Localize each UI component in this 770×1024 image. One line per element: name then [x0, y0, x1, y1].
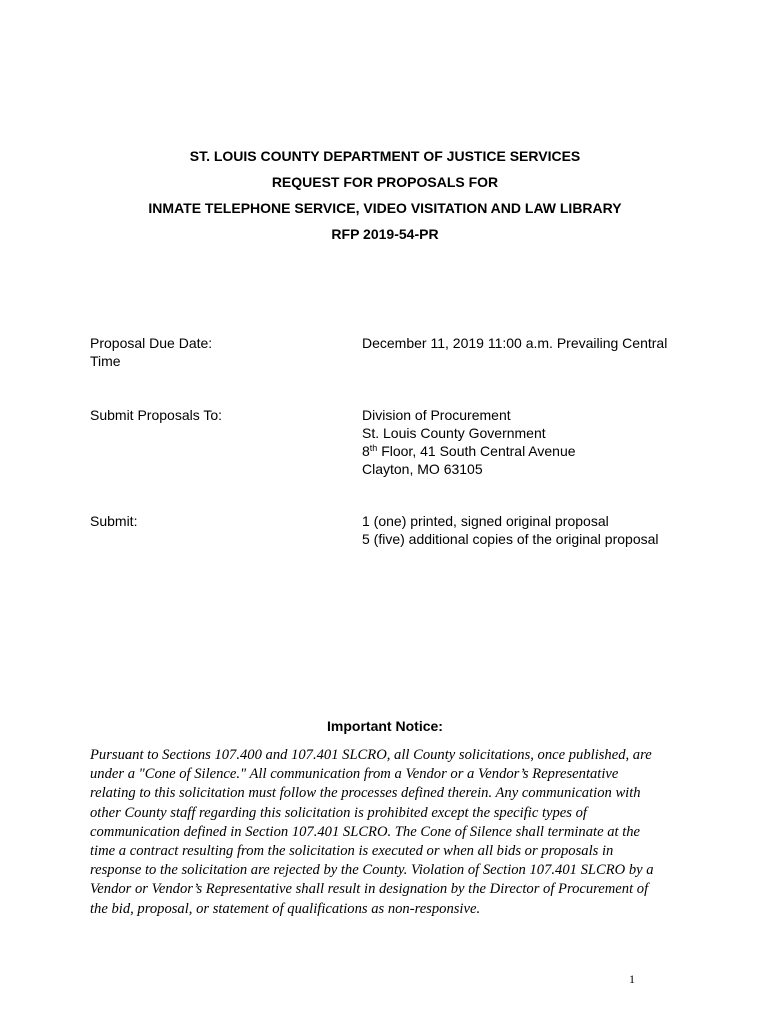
submit-requirements — [362, 512, 722, 548]
submit-to-address — [362, 406, 722, 478]
address-line-government: St. Louis County Government — [362, 425, 546, 441]
street-address: Floor, 41 South Central Avenue — [377, 443, 576, 459]
requirement-copies: 5 (five) additional copies of the original proposal — [362, 531, 659, 547]
notice-heading: Important Notice: — [327, 718, 443, 734]
submit-to-label: Submit Proposals To: — [90, 407, 223, 423]
notice-line: relating to this solicitation must follow the processes defined therein. Any communication with — [90, 785, 641, 802]
floor-number: 8 — [362, 443, 370, 459]
title-rfp-number: RFP 2019-54-PR — [331, 226, 439, 242]
title-department: ST. LOUIS COUNTY DEPARTMENT OF JUSTICE SERVICES — [189, 148, 581, 164]
title-request: REQUEST FOR PROPOSALS FOR — [271, 174, 499, 190]
notice-line: time a contract resulting from the solicitation is executed or when all bids or proposals in — [90, 843, 614, 860]
notice-line: other County staff regarding this solicitation is prohibited except the specific types of — [90, 804, 587, 821]
due-date-value — [362, 334, 722, 352]
submit-label: Submit: — [90, 513, 138, 529]
due-date-label-line1: Proposal Due Date: — [90, 335, 213, 351]
requirement-original: 1 (one) printed, signed original proposal — [362, 513, 609, 529]
notice-line: under a "Cone of Silence." All communication from a Vendor or a Vendor’s Representative — [90, 766, 619, 783]
notice-line: Pursuant to Sections 107.400 and 107.401 SLCRO, all County solicitations, once published, are — [90, 747, 652, 763]
address-line-street — [362, 442, 722, 460]
due-date-text: December 11, 2019 11:00 a.m. Prevailing Central — [362, 335, 668, 351]
notice-body — [90, 746, 690, 919]
floor-ordinal-suffix: th — [369, 443, 378, 453]
due-date-label-line2: Time — [90, 353, 121, 369]
due-date-label — [90, 334, 340, 370]
title-services: INMATE TELEPHONE SERVICE, VIDEO VISITATION AND LAW LIBRARY — [148, 200, 622, 216]
notice-line: the bid, proposal, or statement of qualifications as non-responsive. — [90, 900, 481, 917]
notice-line: response to the solicitation are rejected by the County. Violation of Section 107.401 SLCRO by a — [90, 862, 654, 879]
document-title — [0, 143, 770, 247]
page-number: 1 — [629, 972, 635, 986]
notice-line: communication defined in Section 107.401 SLCRO. The Cone of Silence shall terminate at the — [90, 823, 641, 840]
address-line-division: Division of Procurement — [362, 407, 511, 423]
address-line-city: Clayton, MO 63105 — [362, 461, 483, 477]
notice-line: Vendor or Vendor’s Representative shall result in designation by the Director of Procurement of — [90, 881, 649, 898]
